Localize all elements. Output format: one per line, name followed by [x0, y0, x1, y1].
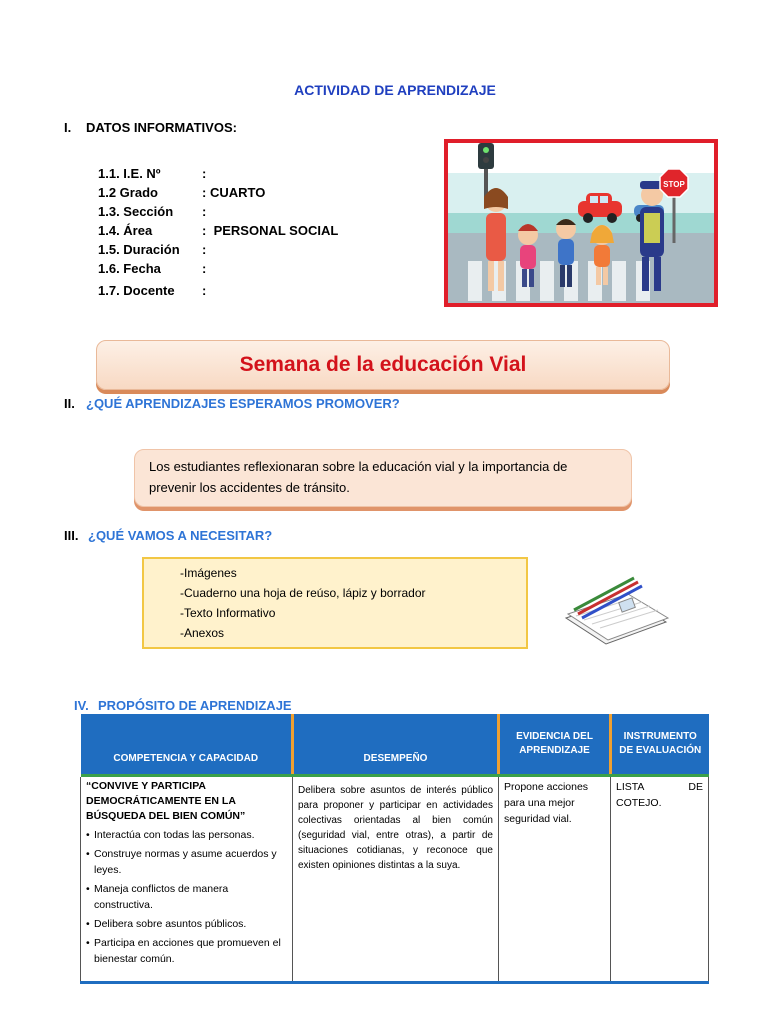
instrumento-word: LISTA	[616, 781, 645, 793]
evidencia-text: Propone acciones para una mejor seguridad vial.	[504, 781, 589, 825]
section-title: ¿QUÉ VAMOS A NECESITAR?	[88, 528, 273, 543]
competencia-title: “CONVIVE Y PARTICIPA DEMOCRÁTICAMENTE EN LA BÚSQUEDA DEL BIEN COMÚN”	[86, 780, 246, 822]
dato-row-grado	[98, 183, 338, 202]
table-header-row	[81, 714, 709, 774]
evidencia-cell	[499, 777, 611, 983]
capacidad-item: • Maneja conflictos de manera constructiva.	[86, 881, 287, 913]
aprendizaje-box: Los estudiantes reflexionaran sobre la educación vial y la importancia de prevenir los accidentes de tránsito.	[134, 449, 632, 507]
notebook-pencils-illustration	[556, 570, 676, 655]
header-desempeno: DESEMPEÑO	[293, 714, 499, 774]
dato-separator: :	[202, 223, 207, 238]
desempeno-text: Delibera sobre asuntos de interés público para proponer y participar en actividades colectivas orientadas al bien común (seguridad vial, entre otras), a partir de situaciones cotidianas, y reconoce que existen opiniones distintas a la suya.	[298, 785, 493, 871]
dato-label: 1.5. Duración	[98, 242, 180, 257]
dato-row-area	[98, 221, 338, 240]
dato-value: PERSONAL SOCIAL	[213, 223, 339, 238]
header-instrumento: INSTRUMENTO DE EVALUACIÓN	[611, 714, 709, 774]
dato-label: 1.2 Grado	[98, 185, 158, 200]
section-proposito-heading	[74, 698, 292, 713]
dato-label: 1.6. Fecha	[98, 261, 161, 276]
proposito-table	[80, 714, 709, 984]
dato-row-fecha	[98, 259, 338, 278]
capacidad-item: • Construye normas y asume acuerdos y leyes.	[86, 846, 287, 878]
material-item: -Texto Informativo	[180, 606, 276, 620]
instrumento-cell	[611, 777, 709, 983]
section-title: PROPÓSITO DE APRENDIZAJE	[98, 698, 292, 713]
stop-sign-text: STOP	[663, 180, 685, 189]
header-competencia: COMPETENCIA Y CAPACIDAD	[81, 714, 293, 774]
capacidad-item: • Interactúa con todas las personas.	[86, 827, 287, 843]
dato-value: CUARTO	[209, 185, 266, 200]
section-number: III.	[64, 528, 79, 543]
session-title-banner: Semana de la educación Vial	[96, 340, 670, 390]
dato-row-docente	[98, 281, 338, 300]
desempeno-cell	[293, 777, 499, 983]
section-necesitar-heading	[64, 528, 272, 543]
section-number: IV.	[74, 698, 89, 713]
section-number: I.	[64, 120, 72, 135]
section-title: ¿QUÉ APRENDIZAJES ESPERAMOS PROMOVER?	[86, 396, 400, 411]
material-item: -Cuaderno una hoja de reúso, lápiz y borrador	[180, 586, 426, 600]
dato-separator: :	[202, 185, 207, 200]
dato-separator: :	[202, 166, 207, 181]
dato-label: 1.1. I.E. Nº	[98, 166, 161, 181]
instrumento-word: DE	[688, 781, 703, 793]
material-item: -Anexos	[180, 626, 225, 640]
material-item: -Imágenes	[180, 566, 237, 580]
table-row	[81, 777, 709, 983]
dato-label: 1.7. Docente	[98, 283, 175, 298]
materials-box	[142, 557, 528, 649]
dato-separator: :	[202, 283, 207, 298]
section-number: II.	[64, 396, 75, 411]
dato-separator: :	[202, 242, 207, 257]
instrumento-word: COTEJO.	[616, 797, 662, 809]
dato-separator: :	[202, 261, 207, 276]
dato-label: 1.4. Área	[98, 223, 153, 238]
section-datos-heading	[64, 120, 237, 135]
notebook-icon	[556, 570, 676, 650]
datos-informativos-list	[98, 164, 338, 300]
dato-row-duracion	[98, 240, 338, 259]
instrumento-line	[616, 779, 703, 795]
section-aprendizajes-heading	[64, 396, 400, 411]
page-title: ACTIVIDAD DE APRENDIZAJE	[294, 82, 496, 98]
header-evidencia: EVIDENCIA DEL APRENDIZAJE	[499, 714, 611, 774]
section-title: DATOS INFORMATIVOS:	[86, 120, 237, 135]
dato-label: 1.3. Sección	[98, 204, 174, 219]
crosswalk-scene-image	[448, 143, 714, 303]
road-safety-illustration	[444, 139, 718, 307]
competencia-cell	[81, 777, 293, 983]
capacidad-item: • Participa en acciones que promueven el bienestar común.	[86, 935, 287, 967]
dato-row-ie	[98, 164, 338, 183]
capacidad-item: • Delibera sobre asuntos públicos.	[86, 916, 287, 932]
dato-row-seccion	[98, 202, 338, 221]
dato-separator: :	[202, 204, 207, 219]
